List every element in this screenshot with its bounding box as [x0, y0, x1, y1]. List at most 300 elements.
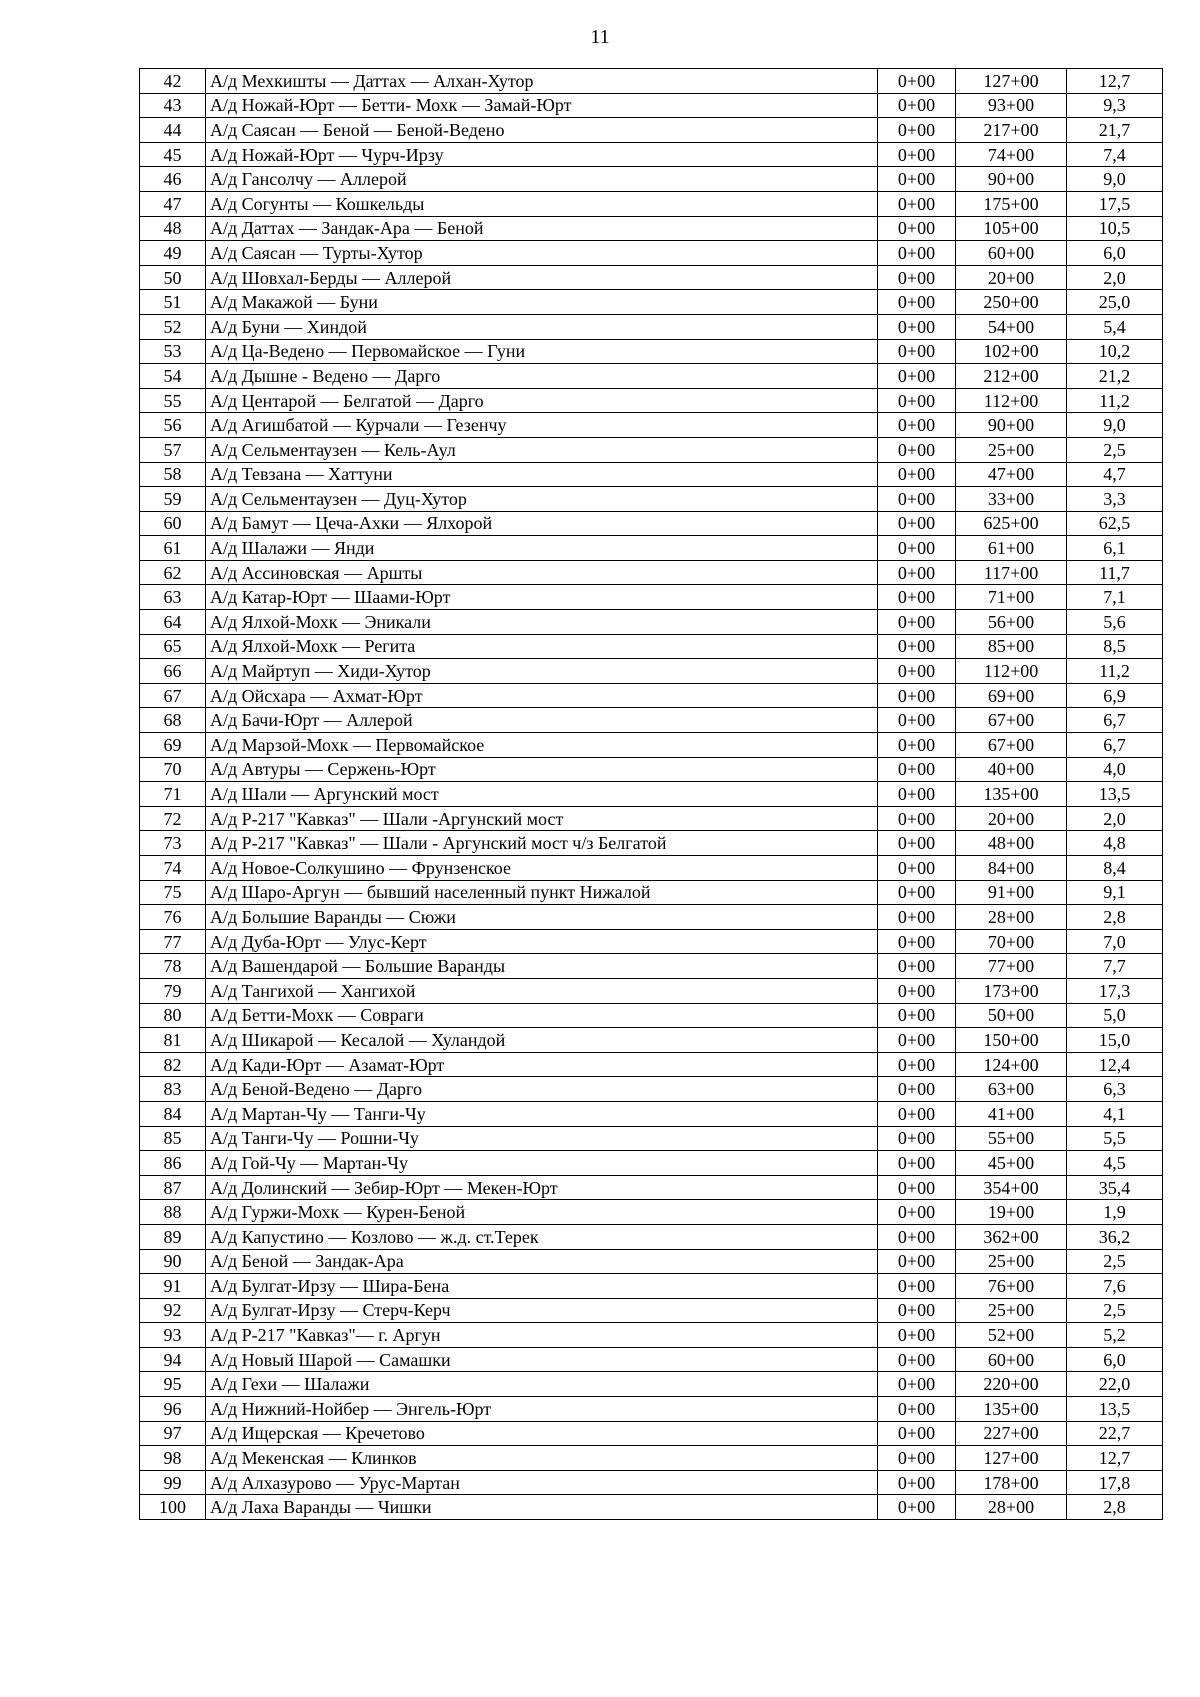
road-name-cell: А/д Сельментаузен — Дуц-Хутор [206, 487, 878, 512]
length-km-cell: 2,5 [1067, 1249, 1163, 1274]
row-number-cell: 69 [140, 733, 206, 758]
road-name-cell: А/д Макажой — Буни [206, 290, 878, 315]
row-number-cell: 55 [140, 388, 206, 413]
length-km-cell: 17,3 [1067, 978, 1163, 1003]
length-km-cell: 25,0 [1067, 290, 1163, 315]
table-row [140, 1372, 1163, 1397]
start-km-cell: 0+00 [878, 69, 956, 94]
length-km-cell: 6,7 [1067, 708, 1163, 733]
row-number-cell: 83 [140, 1077, 206, 1102]
row-number-cell: 78 [140, 954, 206, 979]
start-km-cell: 0+00 [878, 487, 956, 512]
road-name-cell: А/д Мехкишты — Даттах — Алхан-Хутор [206, 69, 878, 94]
row-number-cell: 91 [140, 1274, 206, 1299]
row-number-cell: 45 [140, 142, 206, 167]
start-km-cell: 0+00 [878, 462, 956, 487]
road-name-cell: А/д Вашендарой — Большие Варанды [206, 954, 878, 979]
start-km-cell: 0+00 [878, 929, 956, 954]
row-number-cell: 90 [140, 1249, 206, 1274]
end-km-cell: 25+00 [956, 1249, 1067, 1274]
start-km-cell: 0+00 [878, 290, 956, 315]
table-row [140, 806, 1163, 831]
start-km-cell: 0+00 [878, 1126, 956, 1151]
length-km-cell: 5,0 [1067, 1003, 1163, 1028]
end-km-cell: 85+00 [956, 634, 1067, 659]
road-name-cell: А/д Тангихой — Хангихой [206, 978, 878, 1003]
table-row [140, 1347, 1163, 1372]
road-name-cell: А/д Ножай-Юрт — Чурч-Ирзу [206, 142, 878, 167]
row-number-cell: 77 [140, 929, 206, 954]
end-km-cell: 70+00 [956, 929, 1067, 954]
road-name-cell: А/д Согунты — Кошкельды [206, 191, 878, 216]
row-number-cell: 49 [140, 241, 206, 266]
start-km-cell: 0+00 [878, 339, 956, 364]
end-km-cell: 33+00 [956, 487, 1067, 512]
row-number-cell: 93 [140, 1323, 206, 1348]
start-km-cell: 0+00 [878, 954, 956, 979]
length-km-cell: 4,7 [1067, 462, 1163, 487]
length-km-cell: 4,0 [1067, 757, 1163, 782]
start-km-cell: 0+00 [878, 1446, 956, 1471]
table-row [140, 585, 1163, 610]
row-number-cell: 44 [140, 118, 206, 143]
row-number-cell: 52 [140, 314, 206, 339]
end-km-cell: 41+00 [956, 1101, 1067, 1126]
row-number-cell: 81 [140, 1028, 206, 1053]
start-km-cell: 0+00 [878, 978, 956, 1003]
start-km-cell: 0+00 [878, 1421, 956, 1446]
end-km-cell: 45+00 [956, 1151, 1067, 1176]
table-row [140, 1003, 1163, 1028]
start-km-cell: 0+00 [878, 191, 956, 216]
start-km-cell: 0+00 [878, 93, 956, 118]
end-km-cell: 362+00 [956, 1224, 1067, 1249]
road-name-cell: А/д Беной-Ведено — Дарго [206, 1077, 878, 1102]
length-km-cell: 12,7 [1067, 1446, 1163, 1471]
road-name-cell: А/д Ялхой-Мохк — Регита [206, 634, 878, 659]
start-km-cell: 0+00 [878, 1175, 956, 1200]
road-name-cell: А/д Бетти-Мохк — Совраги [206, 1003, 878, 1028]
start-km-cell: 0+00 [878, 1224, 956, 1249]
row-number-cell: 99 [140, 1470, 206, 1495]
length-km-cell: 9,3 [1067, 93, 1163, 118]
start-km-cell: 0+00 [878, 560, 956, 585]
road-name-cell: А/д Большие Варанды — Сюжи [206, 905, 878, 930]
road-name-cell: А/д Шикарой — Кесалой — Хуландой [206, 1028, 878, 1053]
row-number-cell: 95 [140, 1372, 206, 1397]
end-km-cell: 105+00 [956, 216, 1067, 241]
table-row [140, 93, 1163, 118]
start-km-cell: 0+00 [878, 1323, 956, 1348]
table-row [140, 560, 1163, 585]
length-km-cell: 12,7 [1067, 69, 1163, 94]
start-km-cell: 0+00 [878, 1347, 956, 1372]
row-number-cell: 73 [140, 831, 206, 856]
table-row [140, 1101, 1163, 1126]
length-km-cell: 11,2 [1067, 659, 1163, 684]
end-km-cell: 28+00 [956, 1495, 1067, 1520]
end-km-cell: 40+00 [956, 757, 1067, 782]
end-km-cell: 52+00 [956, 1323, 1067, 1348]
table-row [140, 1421, 1163, 1446]
page-number: 11 [590, 26, 610, 48]
road-name-cell: А/д Лаха Варанды — Чишки [206, 1495, 878, 1520]
start-km-cell: 0+00 [878, 1397, 956, 1422]
length-km-cell: 10,2 [1067, 339, 1163, 364]
end-km-cell: 127+00 [956, 1446, 1067, 1471]
table-row [140, 118, 1163, 143]
row-number-cell: 84 [140, 1101, 206, 1126]
table-row [140, 290, 1163, 315]
end-km-cell: 90+00 [956, 413, 1067, 438]
row-number-cell: 65 [140, 634, 206, 659]
road-name-cell: А/д Ищерская — Кречетово [206, 1421, 878, 1446]
row-number-cell: 63 [140, 585, 206, 610]
length-km-cell: 21,2 [1067, 364, 1163, 389]
start-km-cell: 0+00 [878, 1274, 956, 1299]
table-row [140, 1323, 1163, 1348]
length-km-cell: 2,5 [1067, 1298, 1163, 1323]
length-km-cell: 7,0 [1067, 929, 1163, 954]
road-name-cell: А/д Катар-Юрт — Шаами-Юрт [206, 585, 878, 610]
length-km-cell: 6,0 [1067, 1347, 1163, 1372]
road-name-cell: А/д Р-217 "Кавказ" — Шали -Аргунский мост [206, 806, 878, 831]
road-name-cell: А/д Буни — Хиндой [206, 314, 878, 339]
end-km-cell: 50+00 [956, 1003, 1067, 1028]
length-km-cell: 11,7 [1067, 560, 1163, 585]
end-km-cell: 354+00 [956, 1175, 1067, 1200]
start-km-cell: 0+00 [878, 437, 956, 462]
end-km-cell: 67+00 [956, 708, 1067, 733]
length-km-cell: 2,0 [1067, 806, 1163, 831]
table-row [140, 1495, 1163, 1520]
road-name-cell: А/д Шовхал-Берды — Аллерой [206, 265, 878, 290]
end-km-cell: 178+00 [956, 1470, 1067, 1495]
road-name-cell: А/д Гехи — Шалажи [206, 1372, 878, 1397]
table-row [140, 978, 1163, 1003]
end-km-cell: 20+00 [956, 806, 1067, 831]
table-row [140, 831, 1163, 856]
table-row [140, 929, 1163, 954]
end-km-cell: 90+00 [956, 167, 1067, 192]
row-number-cell: 58 [140, 462, 206, 487]
length-km-cell: 15,0 [1067, 1028, 1163, 1053]
end-km-cell: 93+00 [956, 93, 1067, 118]
length-km-cell: 5,6 [1067, 610, 1163, 635]
end-km-cell: 56+00 [956, 610, 1067, 635]
table-row [140, 1274, 1163, 1299]
row-number-cell: 62 [140, 560, 206, 585]
length-km-cell: 13,5 [1067, 782, 1163, 807]
road-name-cell: А/д Капустино — Козлово — ж.д. ст.Терек [206, 1224, 878, 1249]
row-number-cell: 71 [140, 782, 206, 807]
end-km-cell: 91+00 [956, 880, 1067, 905]
start-km-cell: 0+00 [878, 634, 956, 659]
end-km-cell: 124+00 [956, 1052, 1067, 1077]
road-name-cell: А/д Шали — Аргунский мост [206, 782, 878, 807]
end-km-cell: 175+00 [956, 191, 1067, 216]
start-km-cell: 0+00 [878, 1101, 956, 1126]
table-row [140, 733, 1163, 758]
road-name-cell: А/д Агишбатой — Курчали — Гезенчу [206, 413, 878, 438]
table-row [140, 708, 1163, 733]
row-number-cell: 86 [140, 1151, 206, 1176]
row-number-cell: 48 [140, 216, 206, 241]
row-number-cell: 60 [140, 511, 206, 536]
end-km-cell: 19+00 [956, 1200, 1067, 1225]
start-km-cell: 0+00 [878, 1470, 956, 1495]
length-km-cell: 9,1 [1067, 880, 1163, 905]
road-name-cell: А/д Р-217 "Кавказ" — Шали - Аргунский мост ч/з Белгатой [206, 831, 878, 856]
table-row [140, 757, 1163, 782]
length-km-cell: 6,0 [1067, 241, 1163, 266]
row-number-cell: 64 [140, 610, 206, 635]
end-km-cell: 48+00 [956, 831, 1067, 856]
end-km-cell: 150+00 [956, 1028, 1067, 1053]
row-number-cell: 72 [140, 806, 206, 831]
length-km-cell: 21,7 [1067, 118, 1163, 143]
road-name-cell: А/д Долинский — Зебир-Юрт — Мекен-Юрт [206, 1175, 878, 1200]
road-name-cell: А/д Шаро-Аргун — бывший населенный пункт Нижалой [206, 880, 878, 905]
row-number-cell: 89 [140, 1224, 206, 1249]
start-km-cell: 0+00 [878, 1200, 956, 1225]
table-row [140, 536, 1163, 561]
table-row [140, 1470, 1163, 1495]
length-km-cell: 7,4 [1067, 142, 1163, 167]
end-km-cell: 20+00 [956, 265, 1067, 290]
start-km-cell: 0+00 [878, 880, 956, 905]
start-km-cell: 0+00 [878, 388, 956, 413]
road-name-cell: А/д Булгат-Ирзу — Шира-Бена [206, 1274, 878, 1299]
length-km-cell: 5,4 [1067, 314, 1163, 339]
start-km-cell: 0+00 [878, 241, 956, 266]
road-name-cell: А/д Беной — Зандак-Ара [206, 1249, 878, 1274]
end-km-cell: 47+00 [956, 462, 1067, 487]
table-row [140, 880, 1163, 905]
row-number-cell: 53 [140, 339, 206, 364]
road-name-cell: А/д Бачи-Юрт — Аллерой [206, 708, 878, 733]
start-km-cell: 0+00 [878, 757, 956, 782]
end-km-cell: 60+00 [956, 241, 1067, 266]
length-km-cell: 17,8 [1067, 1470, 1163, 1495]
road-name-cell: А/д Мекенская — Клинков [206, 1446, 878, 1471]
start-km-cell: 0+00 [878, 1052, 956, 1077]
row-number-cell: 100 [140, 1495, 206, 1520]
end-km-cell: 71+00 [956, 585, 1067, 610]
roads-table-body [140, 69, 1163, 1520]
start-km-cell: 0+00 [878, 1372, 956, 1397]
length-km-cell: 5,2 [1067, 1323, 1163, 1348]
row-number-cell: 67 [140, 683, 206, 708]
start-km-cell: 0+00 [878, 806, 956, 831]
table-row [140, 1052, 1163, 1077]
table-row [140, 1151, 1163, 1176]
start-km-cell: 0+00 [878, 167, 956, 192]
length-km-cell: 36,2 [1067, 1224, 1163, 1249]
table-row [140, 413, 1163, 438]
length-km-cell: 2,5 [1067, 437, 1163, 462]
table-row [140, 1175, 1163, 1200]
length-km-cell: 7,1 [1067, 585, 1163, 610]
end-km-cell: 84+00 [956, 856, 1067, 881]
table-row [140, 167, 1163, 192]
length-km-cell: 2,8 [1067, 1495, 1163, 1520]
road-name-cell: А/д Шалажи — Янди [206, 536, 878, 561]
road-name-cell: А/д Гой-Чу — Мартан-Чу [206, 1151, 878, 1176]
road-name-cell: А/д Р-217 "Кавказ"— г. Аргун [206, 1323, 878, 1348]
table-row [140, 462, 1163, 487]
table-row [140, 856, 1163, 881]
start-km-cell: 0+00 [878, 905, 956, 930]
row-number-cell: 94 [140, 1347, 206, 1372]
table-row [140, 1446, 1163, 1471]
road-name-cell: А/д Майртуп — Хиди-Хутор [206, 659, 878, 684]
end-km-cell: 112+00 [956, 659, 1067, 684]
length-km-cell: 12,4 [1067, 1052, 1163, 1077]
road-name-cell: А/д Бамут — Цеча-Ахки — Ялхорой [206, 511, 878, 536]
length-km-cell: 35,4 [1067, 1175, 1163, 1200]
length-km-cell: 8,5 [1067, 634, 1163, 659]
start-km-cell: 0+00 [878, 1028, 956, 1053]
end-km-cell: 25+00 [956, 1298, 1067, 1323]
start-km-cell: 0+00 [878, 265, 956, 290]
row-number-cell: 46 [140, 167, 206, 192]
start-km-cell: 0+00 [878, 683, 956, 708]
end-km-cell: 217+00 [956, 118, 1067, 143]
end-km-cell: 250+00 [956, 290, 1067, 315]
road-name-cell: А/д Ца-Ведено — Первомайское — Гуни [206, 339, 878, 364]
row-number-cell: 96 [140, 1397, 206, 1422]
length-km-cell: 13,5 [1067, 1397, 1163, 1422]
row-number-cell: 82 [140, 1052, 206, 1077]
road-name-cell: А/д Тевзана — Хаттуни [206, 462, 878, 487]
road-name-cell: А/д Дышне - Ведено — Дарго [206, 364, 878, 389]
row-number-cell: 75 [140, 880, 206, 905]
end-km-cell: 67+00 [956, 733, 1067, 758]
length-km-cell: 8,4 [1067, 856, 1163, 881]
row-number-cell: 76 [140, 905, 206, 930]
table-row [140, 437, 1163, 462]
start-km-cell: 0+00 [878, 733, 956, 758]
length-km-cell: 3,3 [1067, 487, 1163, 512]
row-number-cell: 50 [140, 265, 206, 290]
table-row [140, 142, 1163, 167]
table-row [140, 1397, 1163, 1422]
start-km-cell: 0+00 [878, 1151, 956, 1176]
row-number-cell: 74 [140, 856, 206, 881]
start-km-cell: 0+00 [878, 413, 956, 438]
start-km-cell: 0+00 [878, 831, 956, 856]
road-name-cell: А/д Дуба-Юрт — Улус-Керт [206, 929, 878, 954]
road-name-cell: А/д Сельментаузен — Кель-Аул [206, 437, 878, 462]
end-km-cell: 135+00 [956, 1397, 1067, 1422]
row-number-cell: 68 [140, 708, 206, 733]
length-km-cell: 6,3 [1067, 1077, 1163, 1102]
table-row [140, 487, 1163, 512]
road-name-cell: А/д Даттах — Зандак-Ара — Беной [206, 216, 878, 241]
road-name-cell: А/д Новый Шарой — Самашки [206, 1347, 878, 1372]
start-km-cell: 0+00 [878, 856, 956, 881]
road-name-cell: А/д Нижний-Нойбер — Энгель-Юрт [206, 1397, 878, 1422]
table-row [140, 782, 1163, 807]
length-km-cell: 22,7 [1067, 1421, 1163, 1446]
table-row [140, 511, 1163, 536]
length-km-cell: 6,9 [1067, 683, 1163, 708]
table-row [140, 1077, 1163, 1102]
row-number-cell: 87 [140, 1175, 206, 1200]
table-row [140, 216, 1163, 241]
start-km-cell: 0+00 [878, 1495, 956, 1520]
length-km-cell: 7,7 [1067, 954, 1163, 979]
start-km-cell: 0+00 [878, 585, 956, 610]
road-name-cell: А/д Гансолчу — Аллерой [206, 167, 878, 192]
end-km-cell: 69+00 [956, 683, 1067, 708]
end-km-cell: 625+00 [956, 511, 1067, 536]
table-row [140, 1298, 1163, 1323]
end-km-cell: 127+00 [956, 69, 1067, 94]
road-name-cell: А/д Ялхой-Мохк — Эникали [206, 610, 878, 635]
end-km-cell: 63+00 [956, 1077, 1067, 1102]
row-number-cell: 54 [140, 364, 206, 389]
road-name-cell: А/д Ножай-Юрт — Бетти- Мохк — Замай-Юрт [206, 93, 878, 118]
row-number-cell: 98 [140, 1446, 206, 1471]
length-km-cell: 4,5 [1067, 1151, 1163, 1176]
end-km-cell: 135+00 [956, 782, 1067, 807]
row-number-cell: 79 [140, 978, 206, 1003]
end-km-cell: 61+00 [956, 536, 1067, 561]
length-km-cell: 9,0 [1067, 413, 1163, 438]
length-km-cell: 2,0 [1067, 265, 1163, 290]
road-name-cell: А/д Новое-Солкушино — Фрунзенское [206, 856, 878, 881]
row-number-cell: 56 [140, 413, 206, 438]
table-row [140, 191, 1163, 216]
length-km-cell: 1,9 [1067, 1200, 1163, 1225]
length-km-cell: 4,1 [1067, 1101, 1163, 1126]
length-km-cell: 22,0 [1067, 1372, 1163, 1397]
end-km-cell: 220+00 [956, 1372, 1067, 1397]
row-number-cell: 51 [140, 290, 206, 315]
row-number-cell: 80 [140, 1003, 206, 1028]
table-row [140, 634, 1163, 659]
table-row [140, 1224, 1163, 1249]
road-name-cell: А/д Центарой — Белгатой — Дарго [206, 388, 878, 413]
road-name-cell: А/д Алхазурово — Урус-Мартан [206, 1470, 878, 1495]
start-km-cell: 0+00 [878, 142, 956, 167]
length-km-cell: 6,1 [1067, 536, 1163, 561]
road-name-cell: А/д Танги-Чу — Рошни-Чу [206, 1126, 878, 1151]
end-km-cell: 25+00 [956, 437, 1067, 462]
road-name-cell: А/д Марзой-Мохк — Первомайское [206, 733, 878, 758]
start-km-cell: 0+00 [878, 511, 956, 536]
start-km-cell: 0+00 [878, 536, 956, 561]
road-name-cell: А/д Саясан — Беной — Беной-Ведено [206, 118, 878, 143]
length-km-cell: 11,2 [1067, 388, 1163, 413]
table-row [140, 1249, 1163, 1274]
table-row [140, 364, 1163, 389]
table-row [140, 683, 1163, 708]
length-km-cell: 7,6 [1067, 1274, 1163, 1299]
row-number-cell: 85 [140, 1126, 206, 1151]
start-km-cell: 0+00 [878, 1077, 956, 1102]
end-km-cell: 74+00 [956, 142, 1067, 167]
row-number-cell: 97 [140, 1421, 206, 1446]
road-name-cell: А/д Автуры — Сержень-Юрт [206, 757, 878, 782]
row-number-cell: 59 [140, 487, 206, 512]
length-km-cell: 9,0 [1067, 167, 1163, 192]
end-km-cell: 28+00 [956, 905, 1067, 930]
start-km-cell: 0+00 [878, 314, 956, 339]
row-number-cell: 92 [140, 1298, 206, 1323]
